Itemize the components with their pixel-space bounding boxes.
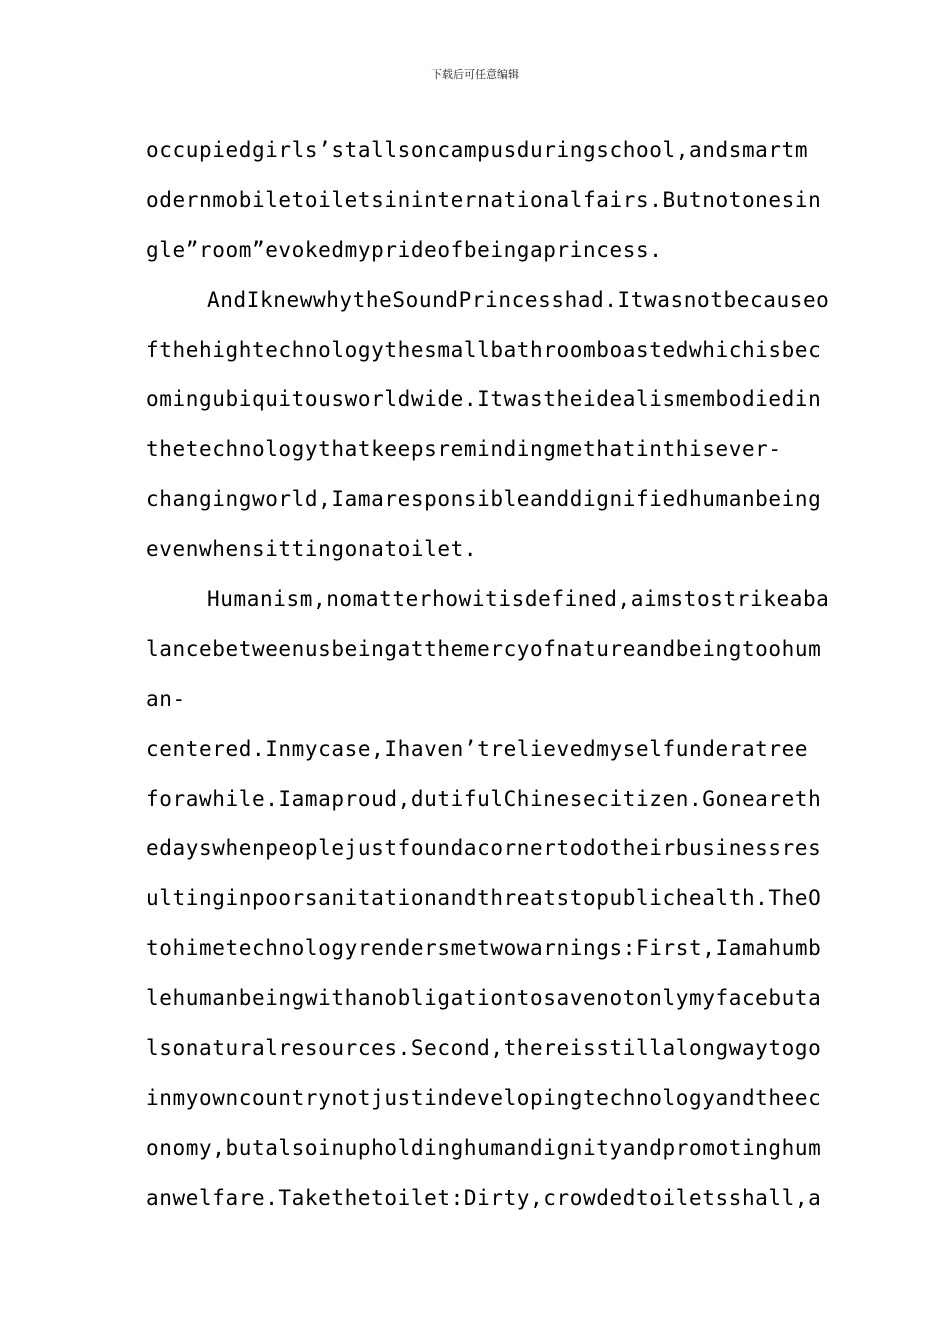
paragraph (146, 126, 826, 276)
text-line: odernmobiletoiletsininternationalfairs.Butnotonesin (146, 187, 822, 212)
paragraph (146, 575, 830, 1224)
paragraph (146, 276, 830, 575)
text-line: lsonaturalresources.Second,thereisstillalongwaytogo (146, 1036, 822, 1061)
text-line: omingubiquitousworldwide.Itwastheidealismembodiedin (146, 387, 822, 412)
text-line: inmyowncountrynotjustindevelopingtechnologyandtheec (146, 1085, 822, 1110)
text-line: gle”room”evokedmyprideofbeingaprincess. (146, 237, 663, 262)
text-line: edayswhenpeoplejustfoundacornertodotheirbusinessres (146, 836, 822, 861)
text-line: tohimetechnologyrendersmetwowarnings:First,Iamahumb (146, 936, 822, 961)
text-line: anwelfare.Takethetoilet:Dirty,crowdedtoiletsshall,a (146, 1185, 822, 1210)
text-line: lehumanbeingwithanobligationtosavenotonlymyfacebuta (146, 986, 822, 1011)
text-line: Humanism,nomatterhowitisdefined,aimstostrikeaba (207, 587, 830, 612)
text-line: lancebetweenusbeingatthemercyofnatureandbeingtoohum (146, 636, 822, 661)
text-line: centered.Inmycase,Ihaven’trelievedmyselfunderatree (146, 736, 809, 761)
text-line: occupiedgirls’stallsoncampusduringschool,andsmartm (146, 138, 809, 162)
text-line: fthehightechnologythesmallbathroomboastedwhichisbec (146, 337, 822, 362)
page-header: 下载后可任意编辑 (431, 68, 519, 81)
text-line: forawhile.Iamaproud,dutifulChinesecitizen.Goneareth (146, 786, 822, 811)
text-line: AndIknewwhytheSoundPrincesshad.Itwasnotbecauseo (207, 287, 830, 312)
text-line: changingworld,Iamaresponsibleanddignifiedhumanbeing (146, 487, 822, 512)
text-line: ultinginpoorsanitationandthreatstopublichealth.TheO (146, 886, 822, 911)
document-body (146, 126, 830, 1224)
text-line: evenwhensittingonatoilet. (146, 537, 478, 562)
text-line: an- (146, 686, 186, 711)
text-line: onomy,butalsoinupholdinghumandignityandpromotinghum (146, 1135, 822, 1160)
text-line: thetechnologythatkeepsremindingmethatinthisever- (146, 437, 782, 462)
